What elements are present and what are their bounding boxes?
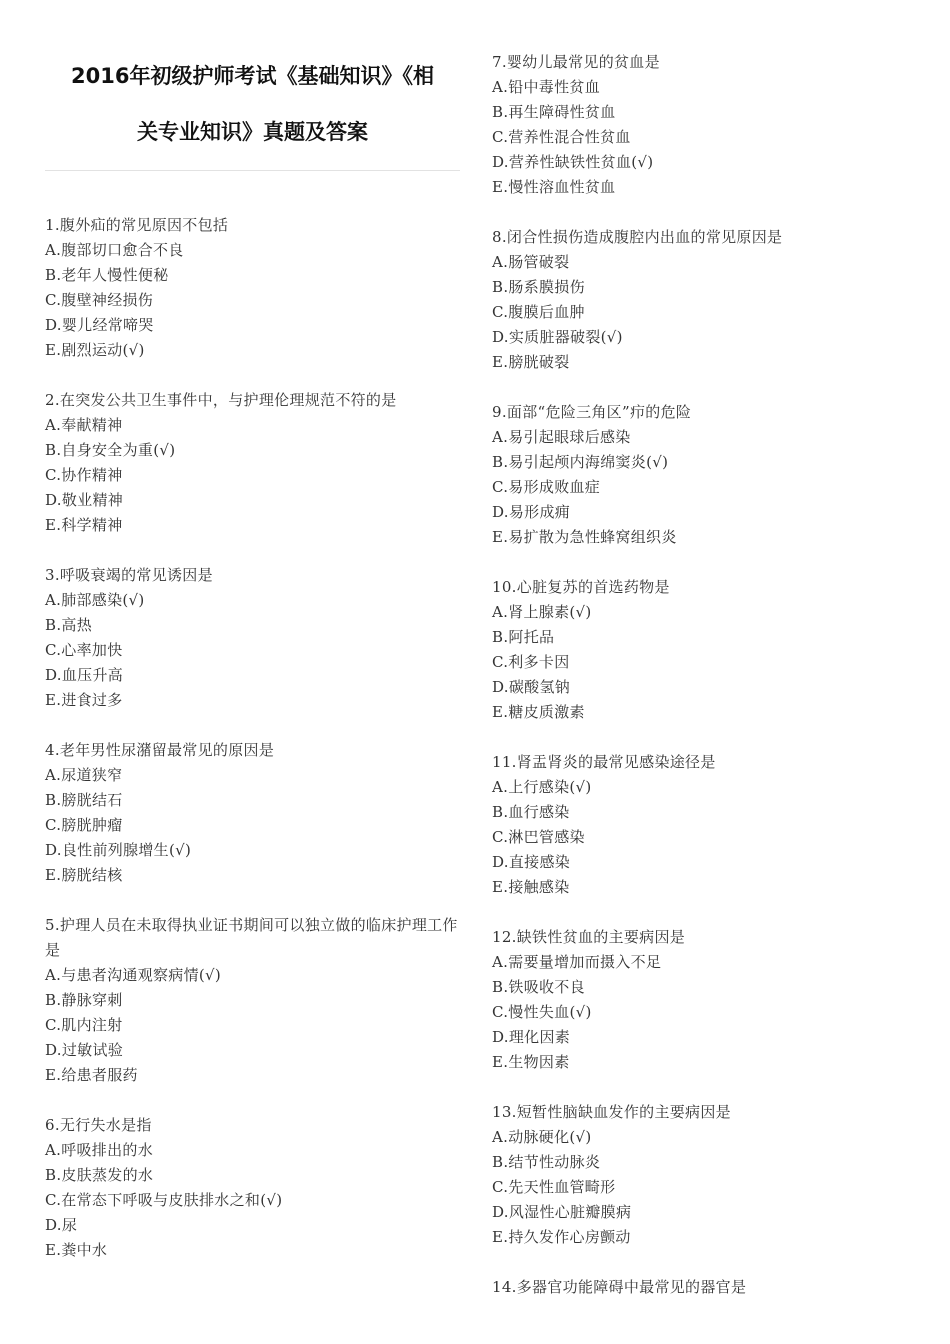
answer-option: B.铁吸收不良 — [492, 978, 585, 996]
question-item — [492, 1100, 907, 1250]
answer-option: B.再生障碍性贫血 — [492, 103, 616, 121]
answer-option: E.剧烈运动(√) — [45, 341, 145, 359]
answer-option: A.易引起眼球后感染 — [492, 428, 631, 446]
question-item — [45, 1113, 460, 1263]
answer-option: E.慢性溶血性贫血 — [492, 178, 616, 196]
left-column — [45, 0, 460, 1288]
answer-option: C.慢性失血(√) — [492, 1003, 592, 1021]
question-item — [492, 925, 907, 1075]
answer-option: E.膀胱结核 — [45, 866, 123, 884]
question-stem: 13.短暂性脑缺血发作的主要病因是 — [492, 1103, 731, 1121]
answer-option: C.先天性血管畸形 — [492, 1178, 616, 1196]
answer-option: D.敬业精神 — [45, 491, 124, 509]
answer-option: C.淋巴管感染 — [492, 828, 585, 846]
question-stem: 3.呼吸衰竭的常见诱因是 — [45, 566, 213, 584]
answer-option: D.实质脏器破裂(√) — [492, 328, 623, 346]
answer-option: A.尿道狭窄 — [45, 766, 123, 784]
answer-option: A.需要量增加而摄入不足 — [492, 953, 662, 971]
question-stem: 6.无行失水是指 — [45, 1116, 152, 1134]
answer-option: D.直接感染 — [492, 853, 571, 871]
question-list-right — [492, 0, 907, 1300]
answer-option: C.腹壁神经损伤 — [45, 291, 154, 309]
answer-option: A.与患者沟通观察病情(√) — [45, 966, 222, 984]
question-item — [45, 738, 460, 888]
question-stem: 9.面部“危险三角区”疖的危险 — [492, 403, 692, 421]
answer-option: A.呼吸排出的水 — [45, 1141, 154, 1159]
answer-option: E.生物因素 — [492, 1053, 570, 1071]
answer-option: E.进食过多 — [45, 691, 123, 709]
answer-option: B.易引起颅内海绵窦炎(√) — [492, 453, 669, 471]
answer-option: D.婴儿经常啼哭 — [45, 316, 154, 334]
answer-option: E.持久发作心房颤动 — [492, 1228, 631, 1246]
question-stem: 8.闭合性损伤造成腹腔内出血的常见原因是 — [492, 228, 783, 246]
answer-option: D.尿 — [45, 1216, 78, 1234]
answer-option: A.奉献精神 — [45, 416, 123, 434]
answer-option: C.营养性混合性贫血 — [492, 128, 631, 146]
answer-option: C.利多卡因 — [492, 653, 570, 671]
answer-option: C.协作精神 — [45, 466, 123, 484]
question-stem: 12.缺铁性贫血的主要病因是 — [492, 928, 686, 946]
answer-option: B.老年人慢性便秘 — [45, 266, 169, 284]
answer-option: C.肌内注射 — [45, 1016, 123, 1034]
question-item — [492, 575, 907, 725]
answer-option: A.上行感染(√) — [492, 778, 592, 796]
answer-option: A.肠管破裂 — [492, 253, 570, 271]
answer-option: D.良性前列腺增生(√) — [45, 841, 192, 859]
title-line-1: 2016年初级护师考试《基础知识》《相 — [71, 64, 434, 88]
answer-option: E.膀胱破裂 — [492, 353, 570, 371]
answer-option: C.膀胱肿瘤 — [45, 816, 123, 834]
question-stem: 14.多器官功能障碍中最常见的器官是 — [492, 1278, 747, 1296]
answer-option: D.过敏试验 — [45, 1041, 124, 1059]
answer-option: B.高热 — [45, 616, 92, 634]
question-item — [492, 50, 907, 200]
answer-option: A.肺部感染(√) — [45, 591, 145, 609]
answer-option: E.给患者服药 — [45, 1066, 138, 1084]
answer-option: D.碳酸氢钠 — [492, 678, 571, 696]
answer-option: E.糖皮质激素 — [492, 703, 585, 721]
answer-option: D.风湿性心脏瓣膜病 — [492, 1203, 632, 1221]
question-stem: 5.护理人员在未取得执业证书期间可以独立做的临床护理工作是 — [45, 916, 458, 959]
document-title — [45, 0, 460, 160]
answer-option: B.膀胱结石 — [45, 791, 123, 809]
answer-option: D.血压升高 — [45, 666, 124, 684]
right-column — [492, 0, 907, 1325]
answer-option: E.科学精神 — [45, 516, 123, 534]
answer-option: B.阿托品 — [492, 628, 555, 646]
question-stem: 4.老年男性尿潴留最常见的原因是 — [45, 741, 275, 759]
answer-option: B.血行感染 — [492, 803, 570, 821]
question-stem: 10.心脏复苏的首选药物是 — [492, 578, 670, 596]
answer-option: D.易形成痈 — [492, 503, 571, 521]
answer-option: B.自身安全为重(√) — [45, 441, 176, 459]
question-stem: 11.肾盂肾炎的最常见感染途径是 — [492, 753, 716, 771]
question-stem: 2.在突发公共卫生事件中，与护理伦理规范不符的是 — [45, 391, 397, 409]
answer-option: B.皮肤蒸发的水 — [45, 1166, 154, 1184]
answer-option: B.肠系膜损伤 — [492, 278, 585, 296]
answer-option: B.静脉穿刺 — [45, 991, 123, 1009]
question-item — [45, 563, 460, 713]
answer-option: A.动脉硬化(√) — [492, 1128, 592, 1146]
answer-option: E.接触感染 — [492, 878, 570, 896]
question-list-left — [45, 171, 460, 1263]
answer-option: C.心率加快 — [45, 641, 123, 659]
answer-option: A.铅中毒性贫血 — [492, 78, 601, 96]
answer-option: A.肾上腺素(√) — [492, 603, 592, 621]
question-stem: 7.婴幼儿最常见的贫血是 — [492, 53, 660, 71]
question-stem: 1.腹外疝的常见原因不包括 — [45, 216, 229, 234]
answer-option: E.粪中水 — [45, 1241, 108, 1259]
answer-option: D.理化因素 — [492, 1028, 571, 1046]
title-line-2: 关专业知识》真题及答案 — [137, 120, 368, 144]
answer-option: C.腹膜后血肿 — [492, 303, 585, 321]
answer-option: B.结节性动脉炎 — [492, 1153, 601, 1171]
question-item — [45, 213, 460, 363]
question-item — [492, 750, 907, 900]
question-item — [492, 1275, 907, 1300]
answer-option: A.腹部切口愈合不良 — [45, 241, 184, 259]
question-item — [45, 388, 460, 538]
answer-option: C.易形成败血症 — [492, 478, 601, 496]
question-item — [492, 400, 907, 550]
question-item — [492, 225, 907, 375]
answer-option: C.在常态下呼吸与皮肤排水之和(√) — [45, 1191, 283, 1209]
answer-option: E.易扩散为急性蜂窝组织炎 — [492, 528, 677, 546]
question-item — [45, 913, 460, 1088]
answer-option: D.营养性缺铁性贫血(√) — [492, 153, 654, 171]
